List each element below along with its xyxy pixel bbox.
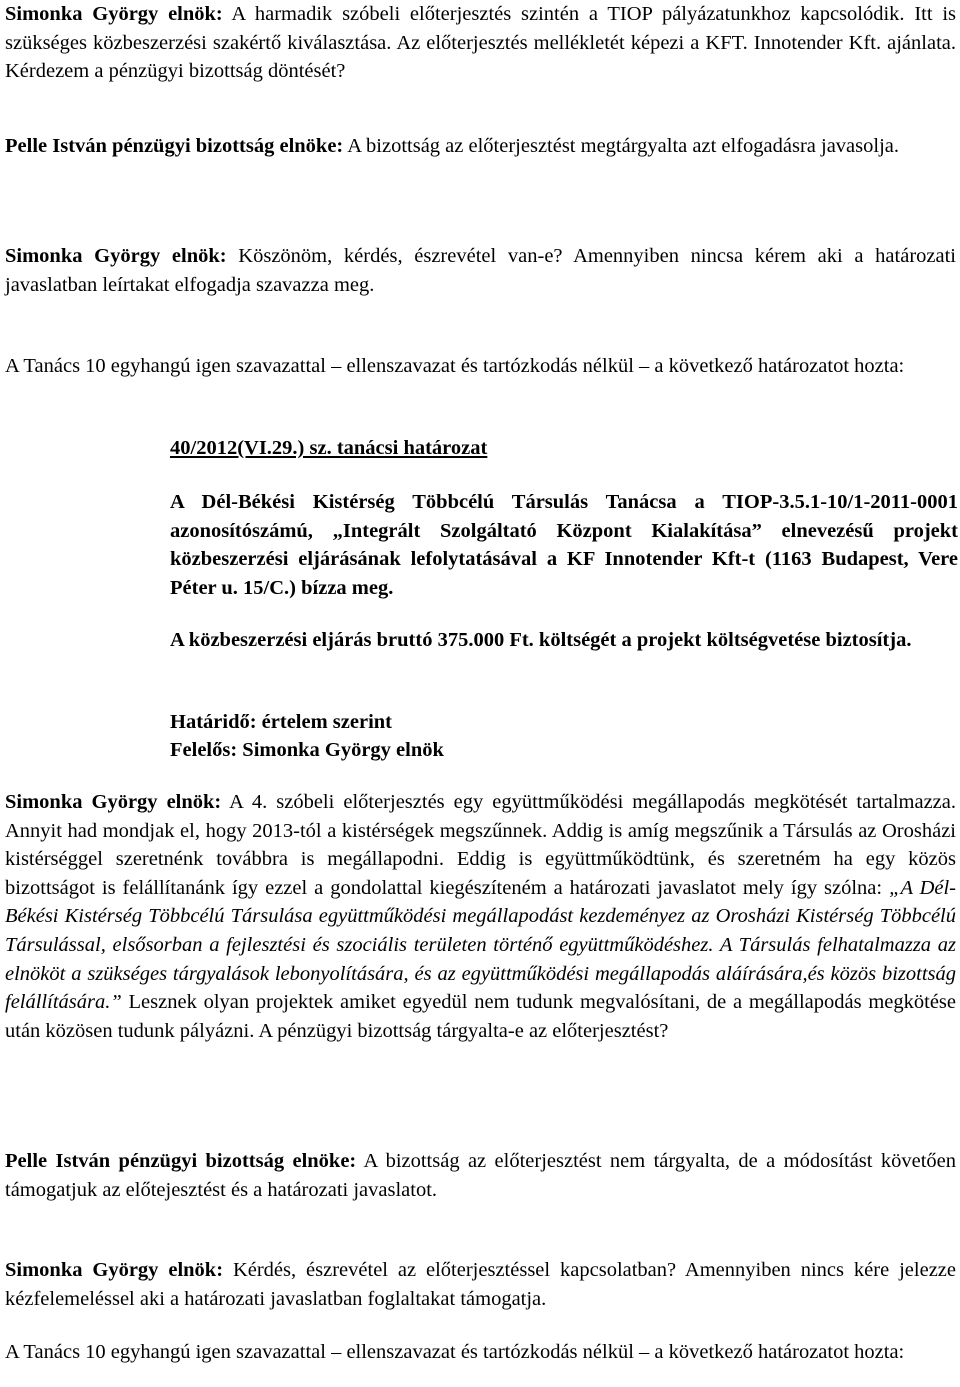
paragraph-text: A Tanács 10 egyhangú igen szavazattal – ellenszavazat és tartózkodás nélkül – a következő határozatot hozta: bbox=[5, 355, 905, 377]
paragraph-6 bbox=[5, 1147, 956, 1204]
paragraph-text: Köszönöm, kérdés, észrevétel van-e? Amennyiben nincsa kérem aki a határozati javaslatban leírtakat elfogadja szavazza meg. bbox=[5, 245, 956, 296]
decision-title: 40/2012(VI.29.) sz. tanácsi határozat bbox=[170, 437, 488, 459]
paragraph-vote-result-2 bbox=[5, 1338, 956, 1367]
paragraph-text: A Tanács 10 egyhangú igen szavazattal – ellenszavazat és tartózkodás nélkül – a következő határozatot hozta: bbox=[5, 1341, 905, 1363]
speaker-name: Simonka György elnök: bbox=[5, 1259, 224, 1281]
paragraph-1 bbox=[5, 0, 956, 86]
speaker-name: Pelle István pénzügyi bizottság elnöke: bbox=[5, 1150, 357, 1172]
paragraph-text: Kérdés, észrevétel az előterjesztéssel kapcsolatban? Amennyiben nincs kére jelezze kézfelemeléssel aki a határozati javaslatban foglaltakat támogatja. bbox=[5, 1259, 956, 1310]
paragraph-text: A harmadik szóbeli előterjesztés szintén a TIOP pályázatunkhoz kapcsolódik. Itt is szükséges közbeszerzési szakértő kiválasztása. Az előterjesztés mellékletét képezi a KFT. Innotender Kft. ajánlata. Kérdezem a pénzügyi bizottság döntését? bbox=[5, 3, 956, 83]
speaker-name: Simonka György elnök: bbox=[5, 3, 223, 25]
paragraph-2 bbox=[5, 132, 956, 161]
proposal-quote: „A Dél-Békési Kistérség Többcélú Társulása együttműködési megállapodást kezdeményez az Orosházi Kistérség Többcélú Társulással, elsősorban a fejlesztési és szociális területen történő együttműködéshez. A Társulás felhatalmazza az elnököt a szükséges tárgyalások lebonyolítására, és az együttműködési megállapodás aláírására,és közös bizottság felállítására.” bbox=[5, 876, 956, 1014]
paragraph-7 bbox=[5, 1256, 956, 1313]
speaker-name: Pelle István pénzügyi bizottság elnöke: bbox=[5, 135, 344, 157]
paragraph-3 bbox=[5, 242, 956, 299]
paragraph-text: A 4. szóbeli előterjesztés egy együttműködési megállapodás megkötését tartalmazza. Annyit had mondjak el, hogy 2013-tól a kistérségek megszűnnek. Addig is amíg megszűnik a Társulás az Orosházi kistérséggel szeretnénk továbbra is megállapodni. Eddig is együttműködtünk, és szeretném ha egy közös bizottságot is felállítanánk így ezzel a gondolattal kiegészíteném a határozati javaslatot mely így szólna: bbox=[5, 791, 956, 899]
speaker-name: Simonka György elnök: bbox=[5, 791, 222, 813]
decision-responsible: Felelős: Simonka György elnök bbox=[170, 739, 444, 761]
paragraph-text: Lesznek olyan projektek amiket egyedül nem tudunk megvalósítani, de a megállapodás megkötése után közösen tudunk pályázni. A pénzügyi bizottság tárgyalta-e az előterjesztést? bbox=[5, 991, 956, 1042]
decision-cost: A közbeszerzési eljárás bruttó 375.000 Ft. költségét a projekt költségvetése biztosítja. bbox=[170, 629, 912, 651]
decision-body: A Dél-Békési Kistérség Többcélú Társulás Tanácsa a TIOP-3.5.1-10/1-2011-0001 azonosítószámú, „Integrált Szolgáltató Központ Kialakítása” elnevezésű projekt közbeszerzési eljárásának lefolytatásával a KF Innotender Kft-t (1163 Budapest, Vere Péter u. 15/C.) bízza meg. bbox=[170, 491, 958, 599]
speaker-name: Simonka György elnök: bbox=[5, 245, 227, 267]
paragraph-text: A bizottság az előterjesztést megtárgyalta azt elfogadásra javasolja. bbox=[343, 135, 899, 157]
paragraph-text: A bizottság az előterjesztést nem tárgyalta, de a módosítást követően támogatjuk az előtejesztést és a határozati javaslatot. bbox=[5, 1150, 956, 1201]
paragraph-vote-result-1 bbox=[5, 352, 956, 381]
decision-deadline: Határidő: értelem szerint bbox=[170, 711, 392, 733]
paragraph-5 bbox=[5, 788, 956, 1045]
